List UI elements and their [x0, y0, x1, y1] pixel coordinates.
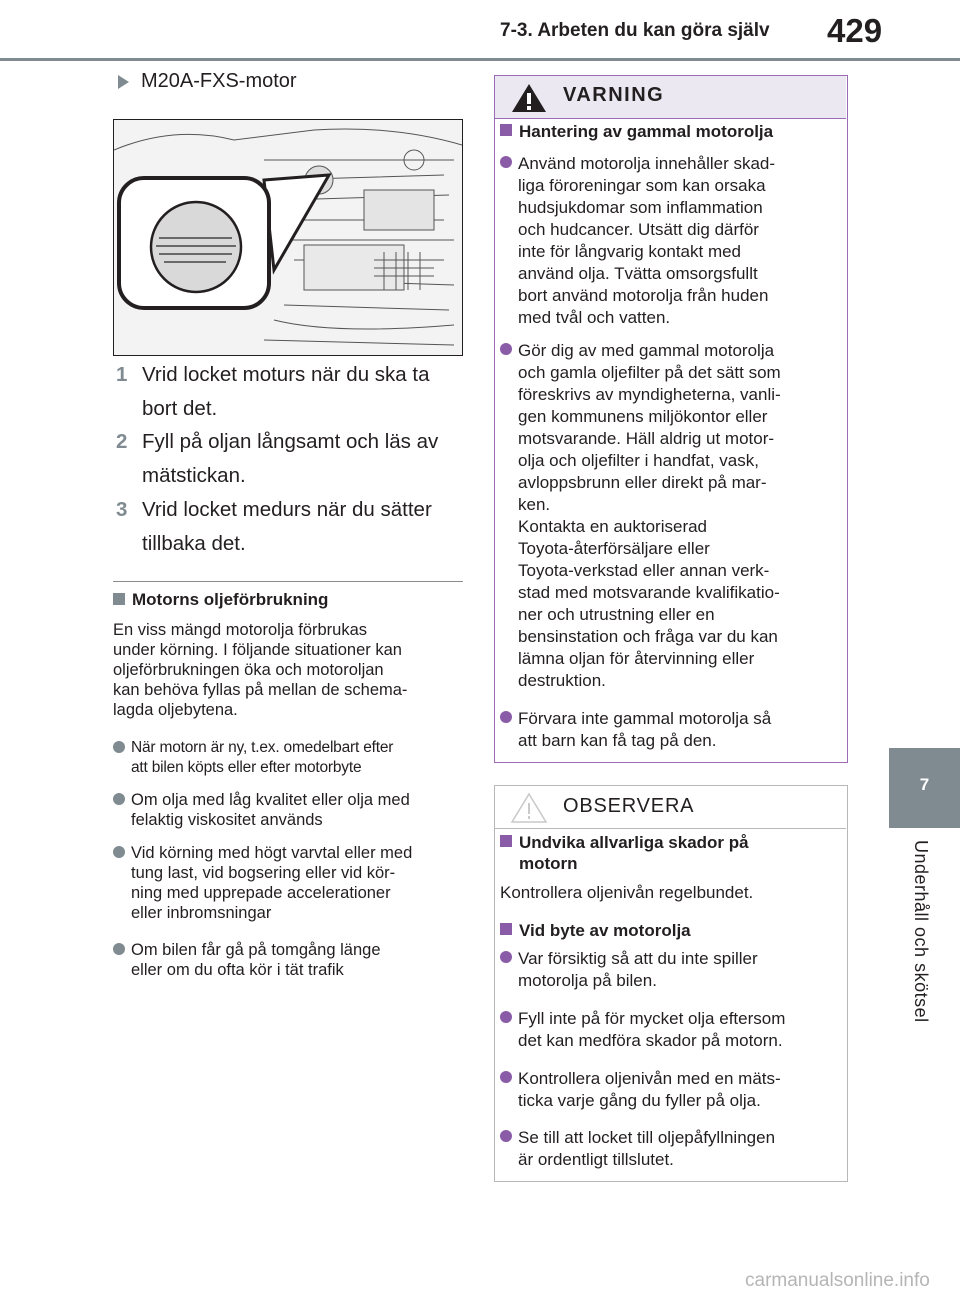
step-1: [116, 358, 466, 426]
notice-heading-2: [500, 920, 840, 941]
section-divider: [113, 581, 463, 582]
circle-bullet-icon: [500, 343, 512, 355]
triangle-bullet-icon: [118, 75, 129, 89]
list-item-text: Om bilen får gå på tomgång länge eller om du ofta kör i tät trafik: [131, 941, 381, 979]
list-item-text: Om olja med låg kvalitet eller olja med felaktig viskositet används: [131, 791, 410, 829]
list-item: [500, 1068, 835, 1112]
header-divider: [0, 58, 960, 61]
notice-text: Kontrollera oljenivån regelbundet.: [500, 883, 754, 902]
step-number: 2: [116, 430, 128, 453]
list-item: [113, 738, 465, 778]
circle-bullet-icon: [113, 943, 125, 955]
oil-consumption-text: En viss mängd motorolja förbrukas under körning. I följande situationer kan oljeförbrukningen öka och motoroljan kan behöva fyllas på mellan de schema- lagda oljebytena.: [113, 621, 408, 719]
circle-bullet-icon: [113, 846, 125, 858]
page-number: 429: [827, 12, 883, 49]
list-item-text: Fyll inte på för mycket olja eftersom det kan medföra skador på motorn.: [518, 1009, 786, 1050]
step-3: [116, 493, 466, 561]
circle-bullet-icon: [113, 741, 125, 753]
square-bullet-icon: [500, 835, 512, 847]
warning-title: VARNING: [563, 84, 665, 106]
chapter-title: Underhåll och skötsel: [911, 840, 931, 1023]
step-2: [116, 425, 466, 493]
step-text: Fyll på oljan långsamt och läs av mätstickan.: [142, 430, 439, 487]
list-item-text: Förvara inte gammal motorolja så att barn kan få tag på den.: [518, 709, 772, 750]
circle-bullet-icon: [113, 793, 125, 805]
list-item: [500, 948, 835, 992]
square-bullet-icon: [500, 923, 512, 935]
chapter-number: 7: [919, 775, 930, 794]
notice-title: OBSERVERA: [563, 795, 695, 817]
step-text: Vrid locket moturs när du ska ta bort det.: [142, 363, 430, 420]
oil-consumption-heading: [113, 590, 328, 610]
list-item-text: Kontrollera oljenivån med en mäts- ticka varje gång du fyller på olja.: [518, 1069, 781, 1110]
list-item-text: När motorn är ny, t.ex. omedelbart efter att bilen köpts eller efter motorbyte: [131, 739, 394, 776]
engine-illustration: [113, 119, 463, 356]
list-item-text: Vid körning med högt varvtal eller med tung last, vid bogsering eller vid kör- ning med upprepade accelerationer eller inbromsningar: [131, 844, 413, 922]
oil-consumption-heading-text: Motorns oljeförbrukning: [132, 590, 329, 609]
circle-bullet-icon: [500, 711, 512, 723]
section-title: 7-3. Arbeten du kan göra själv: [500, 20, 770, 41]
warning-heading: [500, 121, 840, 142]
list-item: [500, 1127, 835, 1171]
square-bullet-icon: [113, 593, 125, 605]
list-item-text: Använd motorolja innehåller skad- liga föroreningar som kan orsaka hudsjukdomar som inflammation och hudcancer. Utsätt dig därför inte för långvarig kontakt med använd olja. Tvätta omsorgsfullt bort använd motorolja från huden med tvål och vatten.: [518, 154, 776, 327]
list-item: [113, 790, 465, 830]
engine-bay-drawing: [114, 120, 462, 355]
circle-bullet-icon: [500, 1071, 512, 1083]
warning-triangle-icon: [510, 82, 548, 114]
list-item: [500, 340, 835, 692]
list-item-text: Var försiktig så att du inte spiller motorolja på bilen.: [518, 949, 758, 990]
watermark: carmanualsonline.info: [745, 1270, 930, 1291]
warning-heading-text: Hantering av gammal motorolja: [519, 122, 774, 141]
notice-heading-1-text: Undvika allvarliga skador på motorn: [519, 833, 749, 873]
notice-heading-2-text: Vid byte av motorolja: [519, 921, 691, 940]
list-item: [500, 153, 835, 329]
list-item: [113, 940, 465, 980]
circle-bullet-icon: [500, 1130, 512, 1142]
notice-heading-1: [500, 832, 840, 874]
list-item: [500, 1008, 835, 1052]
list-item: [113, 843, 465, 923]
list-item-text: Se till att locket till oljepåfyllningen är ordentligt tillslutet.: [518, 1128, 776, 1169]
step-text: Vrid locket medurs när du sätter tillbaka det.: [142, 498, 432, 555]
caution-triangle-icon: [510, 792, 548, 824]
engine-subheading: [118, 70, 297, 93]
square-bullet-icon: [500, 124, 512, 136]
circle-bullet-icon: [500, 1011, 512, 1023]
list-item: [500, 708, 835, 752]
circle-bullet-icon: [500, 951, 512, 963]
step-number: 1: [116, 363, 128, 386]
engine-subheading-text: M20A-FXS-motor: [141, 70, 297, 92]
step-number: 3: [116, 498, 128, 521]
list-item-text: Gör dig av med gammal motorolja och gamla oljefilter på det sätt som föreskrivs av myndigheterna, vanli- gen kommunens miljökontor eller motsvarande. Häll aldrig ut motor- olja och oljefilter i handfat, vask, avloppsbrunn eller direkt på mar- ken. Kontakta en auktoriserad Toyota-återförsäljare eller Toyota-verkstad eller annan verk- stad med motsvarande kvalifikatio- ner och utrustning eller en bensinstation och fråga var du kan lämna oljan för återvinning eller destruktion.: [518, 341, 781, 690]
circle-bullet-icon: [500, 156, 512, 168]
